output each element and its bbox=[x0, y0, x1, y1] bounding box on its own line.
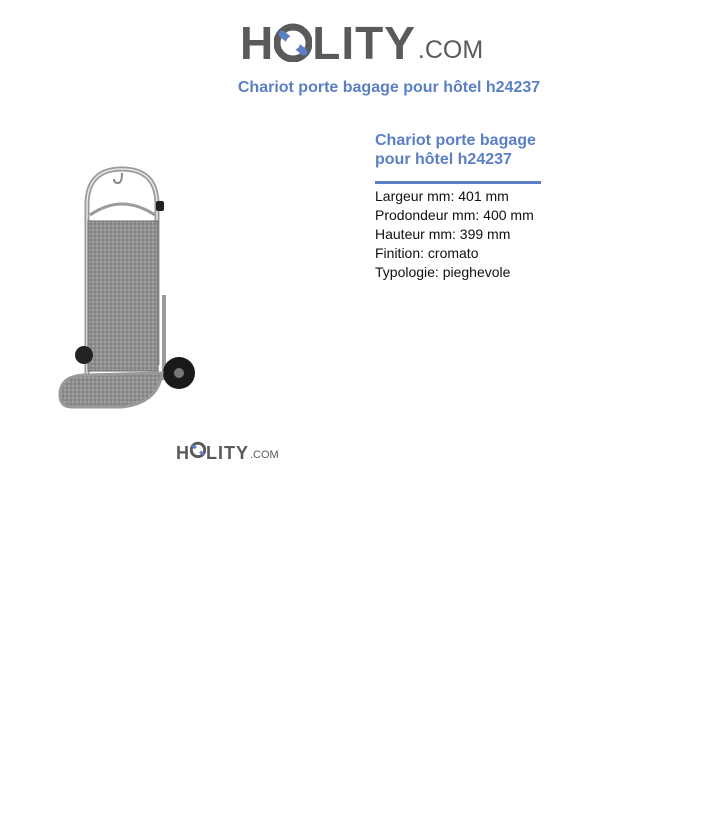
holity-logo[interactable] bbox=[240, 12, 484, 69]
holity-watermark-logo bbox=[176, 440, 279, 462]
spec-item: Hauteur mm: 399 mm bbox=[375, 226, 511, 242]
product-info bbox=[375, 131, 545, 282]
title-divider bbox=[375, 181, 541, 184]
spec-item: Finition: cromato bbox=[375, 245, 479, 261]
spec-list bbox=[375, 187, 545, 282]
watermark-o-icon bbox=[190, 441, 206, 462]
watermark-domain: .COM bbox=[250, 449, 279, 461]
logo-domain: .COM bbox=[417, 36, 484, 64]
product-title bbox=[375, 131, 545, 181]
logo-o-icon bbox=[274, 22, 312, 66]
spec-item: Typologie: pieghevole bbox=[375, 264, 511, 280]
page-title: Chariot porte bagage pour hôtel h24237 bbox=[237, 79, 541, 96]
product-title-line2: pour hôtel h24237 bbox=[375, 151, 512, 168]
logo-suffix: LITY bbox=[312, 17, 416, 69]
watermark-suffix: LITY bbox=[206, 443, 249, 463]
product-image bbox=[52, 165, 202, 415]
product-title-line1: Chariot porte bagage bbox=[375, 132, 536, 149]
spec-item: Prodondeur mm: 400 mm bbox=[375, 207, 534, 223]
watermark-prefix: H bbox=[176, 443, 190, 463]
spec-item: Largeur mm: 401 mm bbox=[375, 188, 509, 204]
logo-prefix: H bbox=[240, 17, 275, 69]
